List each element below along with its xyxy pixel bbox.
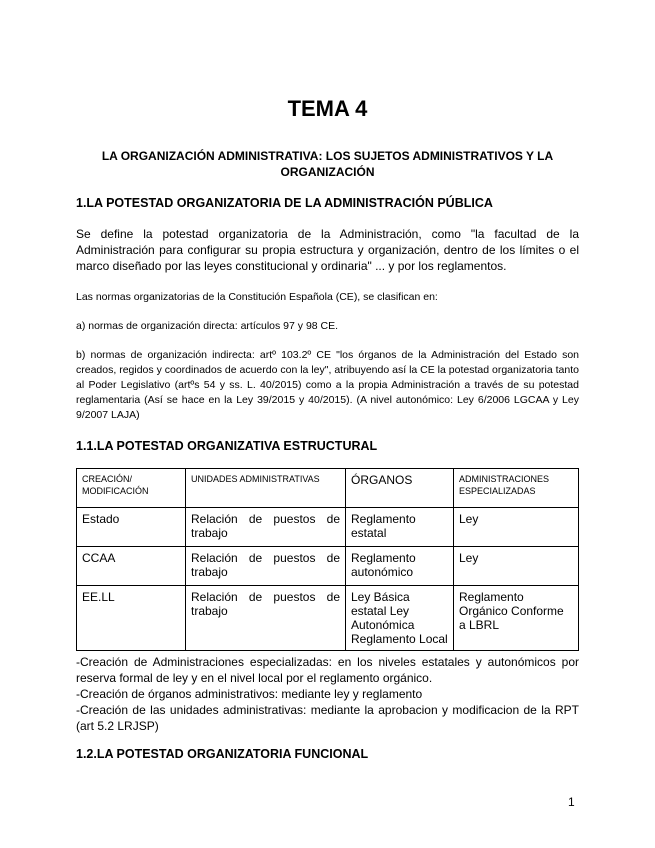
table-header-cell: ÓRGANOS xyxy=(346,469,454,508)
table-cell: CCAA xyxy=(77,547,186,586)
table-cell: Ley xyxy=(454,508,579,547)
subtitle xyxy=(90,148,565,180)
table-cell: Reglamento estatal xyxy=(346,508,454,547)
note-specialized-administrations: -Creación de Administraciones especializadas: en los niveles estatales y autonómicos por reserva formal de ley y en el nivel local por el reglamento orgánico. xyxy=(76,655,579,685)
table-cell: Ley xyxy=(454,547,579,586)
notes-block xyxy=(76,654,579,734)
table-row xyxy=(77,547,579,586)
table-row xyxy=(77,586,579,651)
table-header-row xyxy=(77,469,579,508)
note-administrative-bodies: -Creación de órganos administrativos: mediante ley y reglamento xyxy=(76,687,423,701)
table-cell: Relación de puestos de trabajo xyxy=(186,508,346,547)
subtitle-line-2: ORGANIZACIÓN xyxy=(280,165,375,179)
section-1-paragraph: Se define la potestad organizatoria de la Administración, como "la facultad de la Administración para configurar su propia estructura y organización, dentro de los límites o el marco diseñado por las leyes constitucional y ordinaria" ... y por los reglamentos. xyxy=(76,227,579,273)
table-cell: EE.LL xyxy=(77,586,186,651)
norms-item-b: b) normas de organización indirecta: artº 103.2º CE "los órganos de la Administración del Estado son creados, regidos y coordinados de acuerdo con la ley", atribuyendo así la CE la potestad organizatoria tanto al Poder Legislativo (artºs 54 y ss. L. 40/2015) como a la propia Administración a través de su potestad reglamentaria (Así se hace en la Ley 39/2015 y 40/2015). (A nivel autonómico: Ley 6/2006 LGCAA y Ley 9/2007 LAJA) xyxy=(76,349,579,421)
note-administrative-units: -Creación de las unidades administrativas: mediante la aprobacion y modificacion de la RPT (art 5.2 LRJSP) xyxy=(76,703,579,733)
page-number: 1 xyxy=(568,795,575,809)
section-1-heading: 1.LA POTESTAD ORGANIZATORIA DE LA ADMINISTRACIÓN PÚBLICA xyxy=(76,196,493,210)
table-header-cell: CREACIÓN/ MODIFICACIÓN xyxy=(77,469,186,508)
table-cell: Reglamento autonómico xyxy=(346,547,454,586)
table-cell: Reglamento Orgánico Conforme a LBRL xyxy=(454,586,579,651)
table-cell: Estado xyxy=(77,508,186,547)
table-cell: Ley Básica estatal Ley Autonómica Reglamento Local xyxy=(346,586,454,651)
norms-item-a: a) normas de organización directa: artículos 97 y 98 CE. xyxy=(76,320,339,332)
organization-table xyxy=(76,468,579,651)
section-1-2-heading: 1.2.LA POTESTAD ORGANIZATORIA FUNCIONAL xyxy=(76,747,369,761)
page-title: TEMA 4 xyxy=(287,96,368,121)
table-cell: Relación de puestos de trabajo xyxy=(186,547,346,586)
table-header-cell: UNIDADES ADMINISTRATIVAS xyxy=(186,469,346,508)
subtitle-line-1: LA ORGANIZACIÓN ADMINISTRATIVA: LOS SUJETOS ADMINISTRATIVOS Y LA xyxy=(101,149,554,163)
table-cell: Relación de puestos de trabajo xyxy=(186,586,346,651)
table-row xyxy=(77,508,579,547)
table-header-cell: ADMINISTRACIONES ESPECIALIZADAS xyxy=(454,469,579,508)
norms-intro: Las normas organizatorias de la Constitución Española (CE), se clasifican en: xyxy=(76,291,438,303)
section-1-1-heading: 1.1.LA POTESTAD ORGANIZATIVA ESTRUCTURAL xyxy=(76,439,378,453)
